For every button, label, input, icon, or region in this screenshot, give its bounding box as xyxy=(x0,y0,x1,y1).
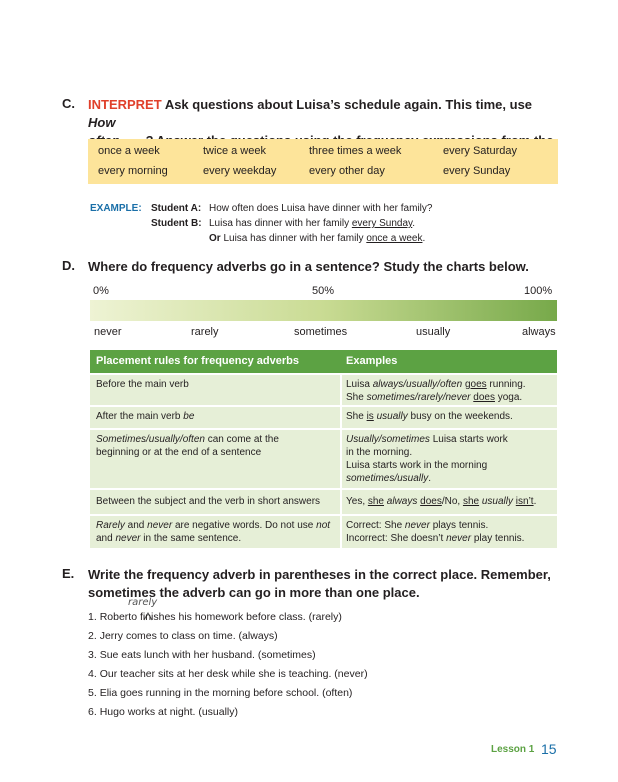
box-item: twice a week xyxy=(203,145,266,157)
list-item: 3. Sue eats lunch with her husband. (sometimes) xyxy=(88,649,316,661)
table-row: Before the main verb Luisa always/usually/often goes running. She sometimes/rarely/never does yoga. xyxy=(90,375,557,405)
student-a-label: Student A: xyxy=(151,203,202,214)
list-item: 1. Roberto finishes his homework before class. (rarely) xyxy=(88,611,342,623)
table-header xyxy=(90,350,557,373)
scale-100-percent: 100% xyxy=(524,285,553,297)
scale-50-percent: 50% xyxy=(312,285,335,297)
scale-word-always: always xyxy=(522,326,556,338)
handwritten-answer: rarely xyxy=(128,597,158,608)
section-d-title: Where do frequency adverbs go in a sentence? Study the charts below. xyxy=(88,259,529,274)
table-row: Sometimes/usually/often can come at the beginning or at the end of a sentence Usually/sometimes Luisa starts work in the morning. Luisa starts work in the morning sometimes/usually. xyxy=(90,430,557,488)
table-row: After the main verb be She is usually busy on the weekends. xyxy=(90,407,557,428)
scale-word-never: never xyxy=(94,326,122,338)
list-item: 5. Elia goes running in the morning before school. (often) xyxy=(88,687,353,699)
example-line-c: Or Luisa has dinner with her family once a week. xyxy=(209,233,426,244)
example-line-b: Luisa has dinner with her family every Sunday. xyxy=(209,218,416,229)
list-item: 4. Our teacher sits at her desk while she is teaching. (never) xyxy=(88,668,368,680)
section-e-instructions: Write the frequency adverb in parentheses in the correct place. Remember, sometimes the adverb can go in more than one place. xyxy=(88,567,551,600)
scale-0-percent: 0% xyxy=(93,285,109,297)
table-row: Rarely and never are negative words. Do not use not and never in the same sentence. Correct: She never plays tennis. Incorrect: She doesn’t never play tennis. xyxy=(90,516,557,548)
box-item: every morning xyxy=(98,165,168,177)
box-item: every weekday xyxy=(203,165,277,177)
header-rules: Placement rules for frequency adverbs xyxy=(96,355,299,367)
header-examples: Examples xyxy=(346,355,398,367)
example-line-a: How often does Luisa have dinner with her family? xyxy=(209,203,433,214)
scale-word-rarely: rarely xyxy=(191,326,219,338)
frequency-gradient-bar xyxy=(90,300,557,321)
page-number: 15 xyxy=(541,741,557,757)
section-d-letter: D. xyxy=(62,258,75,273)
box-item: every Sunday xyxy=(443,165,511,177)
example-label: EXAMPLE: xyxy=(90,203,142,214)
box-item: three times a week xyxy=(309,145,402,157)
list-item: 6. Hugo works at night. (usually) xyxy=(88,706,238,718)
student-b-label: Student B: xyxy=(151,218,202,229)
box-item: once a week xyxy=(98,145,160,157)
box-item: every Saturday xyxy=(443,145,517,157)
interpret-keyword: INTERPRET xyxy=(88,97,162,112)
box-item: every other day xyxy=(309,165,385,177)
section-c-letter: C. xyxy=(62,96,75,111)
scale-word-usually: usually xyxy=(416,326,451,338)
table-row: Between the subject and the verb in short answers Yes, she always does/No, she usually isn’t. xyxy=(90,490,557,514)
scale-word-sometimes: sometimes xyxy=(294,326,348,338)
section-e-letter: E. xyxy=(62,566,75,581)
list-item: 2. Jerry comes to class on time. (always) xyxy=(88,630,278,642)
frequency-expressions-box xyxy=(88,139,558,184)
section-c-instructions: INTERPRET Ask questions about Luisa’s schedule again. This time, use How xyxy=(88,97,533,130)
footer-lesson: Lesson 1 xyxy=(491,744,535,755)
